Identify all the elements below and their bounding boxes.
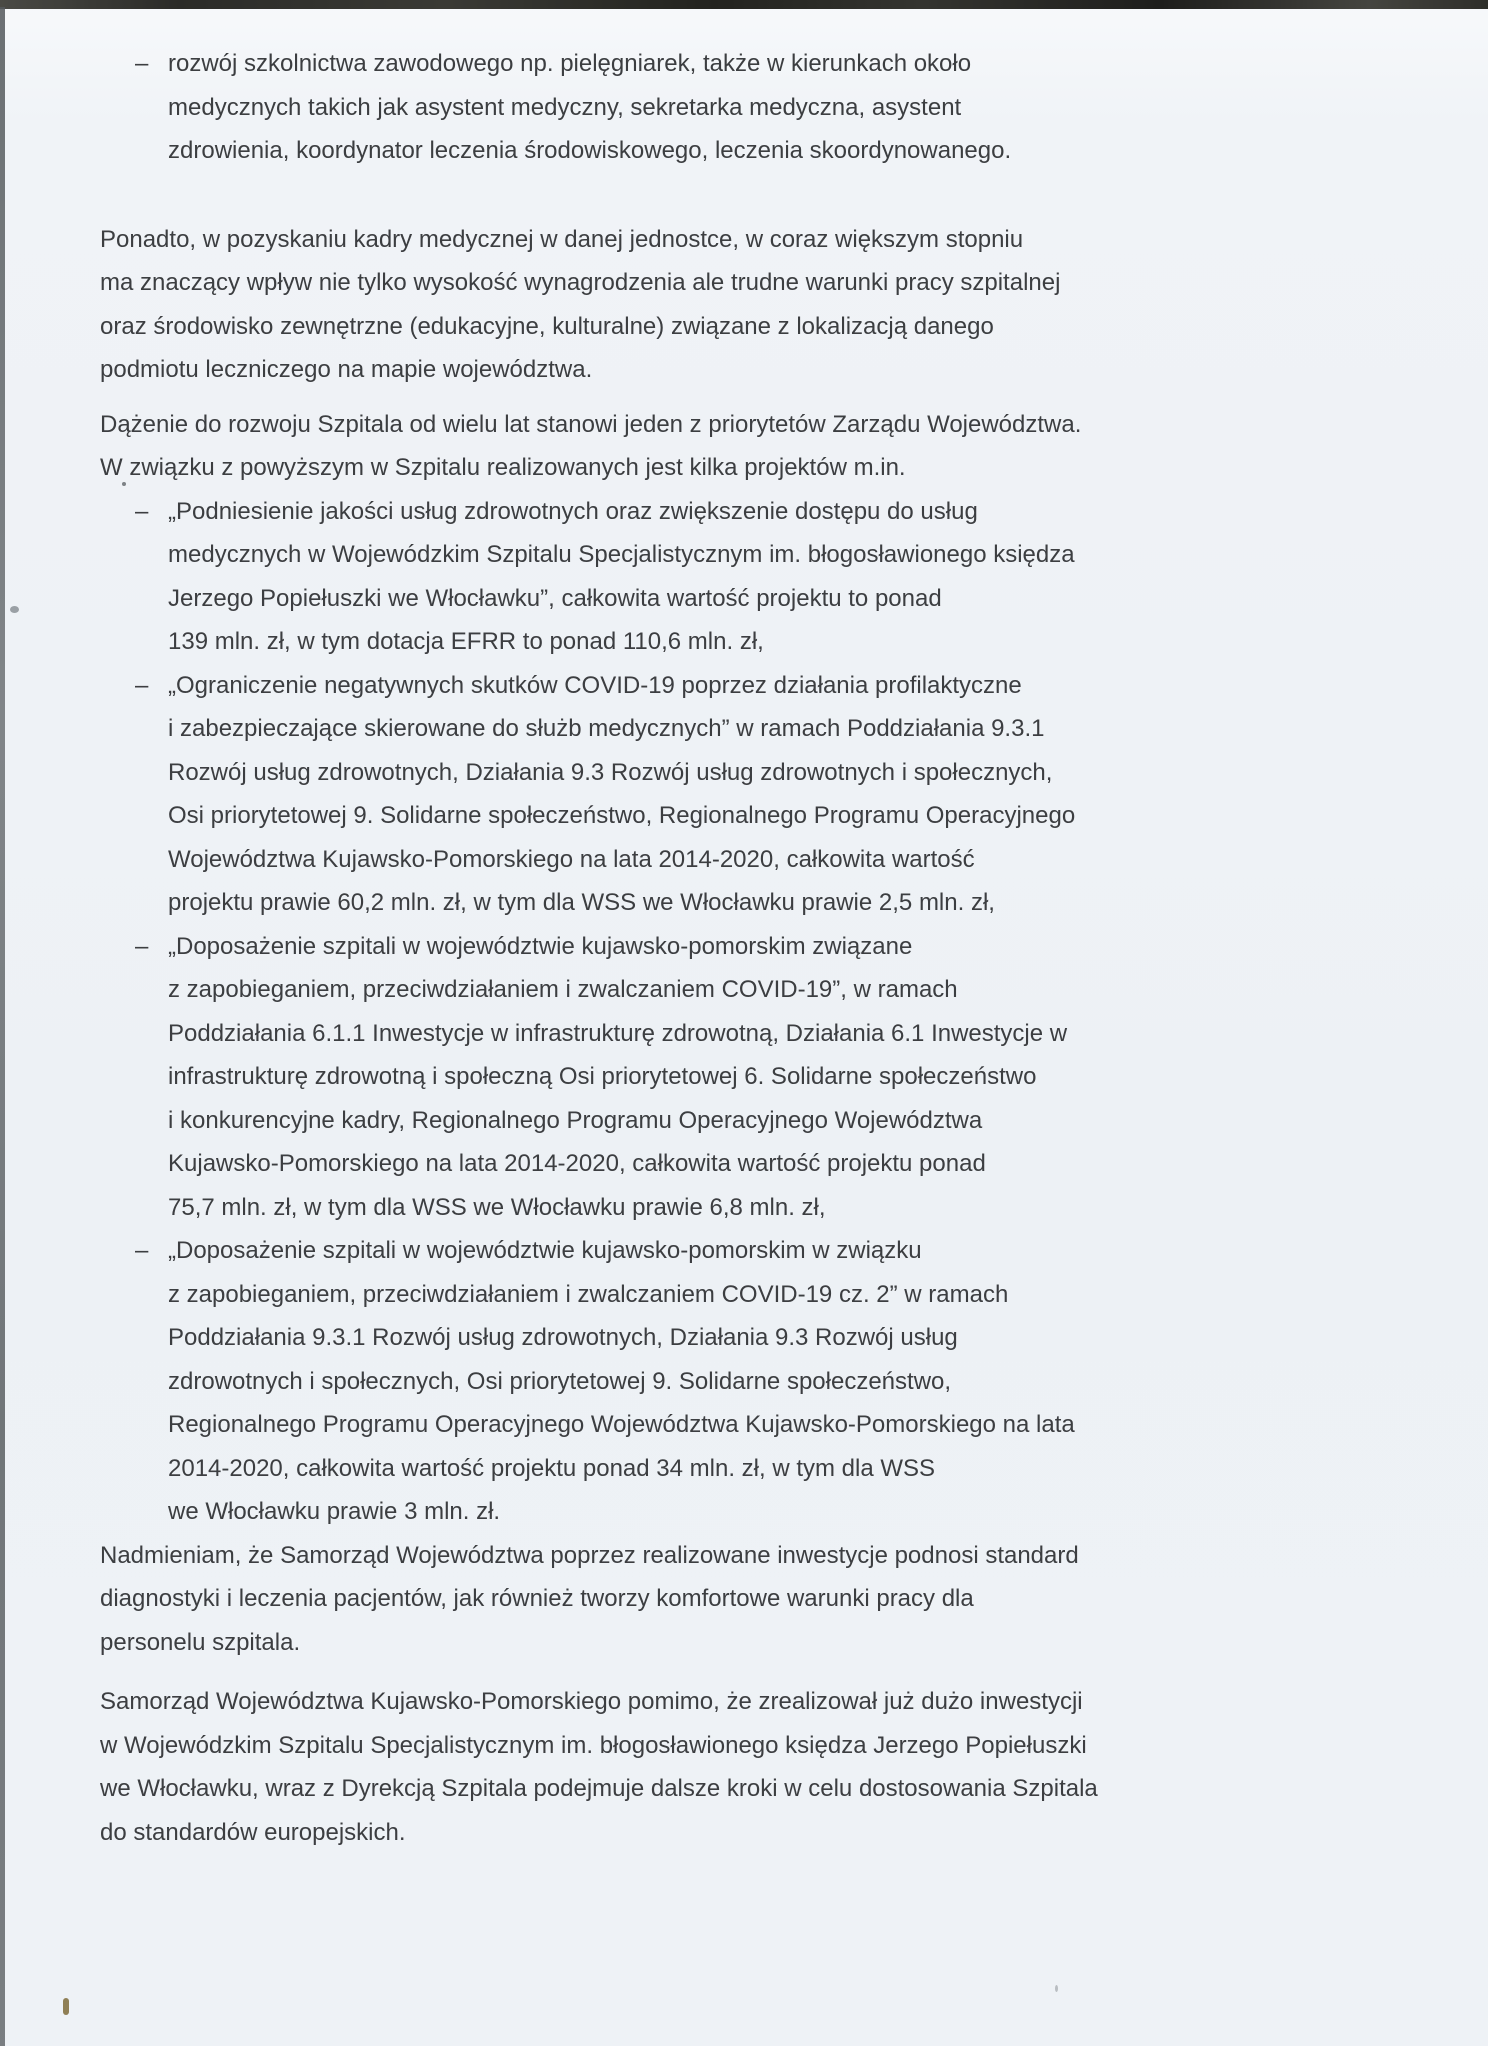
text-line: oraz środowisko zewnętrzne (edukacyjne, kulturalne) związane z lokalizacją danego: [100, 312, 994, 340]
text-line: do standardów europejskich.: [100, 1818, 406, 1846]
text-line: we Włocławku, wraz z Dyrekcją Szpitala podejmuje dalsze kroki w celu dostosowania Szpitala: [100, 1775, 1098, 1802]
scan-speck: [10, 606, 19, 613]
paragraph-nadmieniam: [100, 1534, 1270, 1665]
scan-speck: [63, 1998, 69, 2015]
paragraph-samorzad: [100, 1680, 1270, 1854]
scan-speck: [122, 482, 126, 486]
list-item: [100, 42, 1270, 173]
bullet-dash: –: [135, 671, 149, 699]
scan-speck: [1055, 1985, 1058, 1992]
text-line: diagnostyki i leczenia pacjentów, jak również tworzy komfortowe warunki pracy dla: [100, 1585, 974, 1612]
paragraph-ponadto: [100, 218, 1270, 392]
text-line: Nadmieniam, że Samorząd Województwa poprzez realizowane inwestycje podnosi standard: [100, 1541, 1079, 1569]
list-item-text: [168, 925, 1270, 1230]
vocational-training-list: [100, 42, 1270, 173]
text-line: Samorząd Województwa Kujawsko-Pomorskiego pomimo, że zrealizował już dużo inwestycji: [100, 1688, 1083, 1715]
text-line: „Podniesienie jakości usług zdrowotnych oraz zwiększenie dostępu do usług: [168, 497, 978, 525]
text-line: 2014-2020, całkowita wartość projektu ponad 34 mln. zł, w tym dla WSS: [168, 1454, 936, 1482]
text-line: „Doposażenie szpitali w województwie kujawsko-pomorskim w związku: [168, 1237, 922, 1264]
list-item-text: [168, 490, 1270, 664]
bullet-dash: –: [135, 497, 149, 525]
text-line: Dążenie do rozwoju Szpitala od wielu lat stanowi jeden z priorytetów Zarządu Województwa.: [100, 410, 1082, 438]
text-line: i zabezpieczające skierowane do służb medycznych” w ramach Poddziałania 9.3.1: [168, 715, 1045, 742]
text-line: W związku z powyższym w Szpitalu realizowanych jest kilka projektów m.in.: [100, 454, 906, 481]
scan-edge-top: [0, 0, 1488, 9]
text-line: Poddziałania 9.3.1 Rozwój usług zdrowotnych, Działania 9.3 Rozwój usług: [168, 1324, 958, 1351]
text-line: „Doposażenie szpitali w województwie kujawsko-pomorskim związane: [168, 932, 913, 960]
text-line: infrastrukturę zdrowotną i społeczną Osi priorytetowej 6. Solidarne społeczeństwo: [168, 1063, 1037, 1090]
list-item-text: [168, 42, 1270, 173]
text-line: Jerzego Popiełuszki we Włocławku”, całkowita wartość projektu to ponad: [168, 584, 942, 612]
text-line: Osi priorytetowej 9. Solidarne społeczeństwo, Regionalnego Programu Operacyjnego: [168, 802, 1076, 829]
text-line: z zapobieganiem, przeciwdziałaniem i zwalczaniem COVID-19”, w ramach: [168, 976, 958, 1003]
list-item: [100, 490, 1270, 664]
text-line: medycznych w Wojewódzkim Szpitalu Specjalistycznym im. błogosławionego księdza: [168, 541, 1075, 568]
projects-list: [100, 490, 1270, 1534]
list-item-text: [168, 1229, 1270, 1534]
text-line: podmiotu leczniczego na mapie województwa.: [100, 356, 593, 383]
text-line: rozwój szkolnictwa zawodowego np. pielęgniarek, także w kierunkach około: [168, 50, 972, 77]
text-line: i konkurencyjne kadry, Regionalnego Programu Operacyjnego Województwa: [168, 1106, 983, 1134]
document-body: [100, 20, 1270, 1854]
text-line: we Włocławku prawie 3 mln. zł.: [168, 1498, 501, 1525]
text-line: Ponadto, w pozyskaniu kadry medycznej w danej jednostce, w coraz większym stopniu: [100, 225, 1024, 253]
text-line: 75,7 mln. zł, w tym dla WSS we Włocławku prawie 6,8 mln. zł,: [168, 1193, 826, 1221]
text-line: Rozwój usług zdrowotnych, Działania 9.3 Rozwój usług zdrowotnych i społecznych,: [168, 758, 1053, 786]
text-line: ma znaczący wpływ nie tylko wysokość wynagrodzenia ale trudne warunki pracy szpitalnej: [100, 269, 1061, 296]
list-item-text: [168, 664, 1270, 925]
scan-edge-left: [0, 7, 5, 2046]
text-line: Województwa Kujawsko-Pomorskiego na lata 2014-2020, całkowita wartość: [168, 845, 975, 873]
text-line: „Ograniczenie negatywnych skutków COVID-19 poprzez działania profilaktyczne: [168, 671, 1022, 699]
text-line: personelu szpitala.: [100, 1628, 301, 1656]
text-line: zdrowienia, koordynator leczenia środowiskowego, leczenia skoordynowanego.: [168, 137, 1012, 164]
text-line: Regionalnego Programu Operacyjnego Województwa Kujawsko-Pomorskiego na lata: [168, 1411, 1075, 1438]
bullet-dash: –: [135, 932, 149, 960]
text-line: projektu prawie 60,2 mln. zł, w tym dla WSS we Włocławku prawie 2,5 mln. zł,: [168, 889, 995, 916]
text-line: Poddziałania 6.1.1 Inwestycje w infrastrukturę zdrowotną, Działania 6.1 Inwestycje w: [168, 1019, 1068, 1047]
list-item: [100, 925, 1270, 1230]
list-item: [100, 664, 1270, 925]
list-item: [100, 1229, 1270, 1534]
text-line: zdrowotnych i społecznych, Osi priorytetowej 9. Solidarne społeczeństwo,: [168, 1367, 952, 1395]
text-line: Kujawsko-Pomorskiego na lata 2014-2020, całkowita wartość projektu ponad: [168, 1150, 986, 1177]
text-line: 139 mln. zł, w tym dotacja EFRR to ponad 110,6 mln. zł,: [168, 628, 764, 655]
bullet-dash: –: [135, 1237, 149, 1264]
text-line: w Wojewódzkim Szpitalu Specjalistycznym im. błogosławionego księdza Jerzego Popiełuszki: [100, 1731, 1087, 1759]
bullet-dash: –: [135, 50, 149, 77]
paragraph-dazenie: [100, 403, 1270, 490]
text-line: z zapobieganiem, przeciwdziałaniem i zwalczaniem COVID-19 cz. 2” w ramach: [168, 1280, 1009, 1308]
text-line: medycznych takich jak asystent medyczny, sekretarka medyczna, asystent: [168, 93, 962, 121]
